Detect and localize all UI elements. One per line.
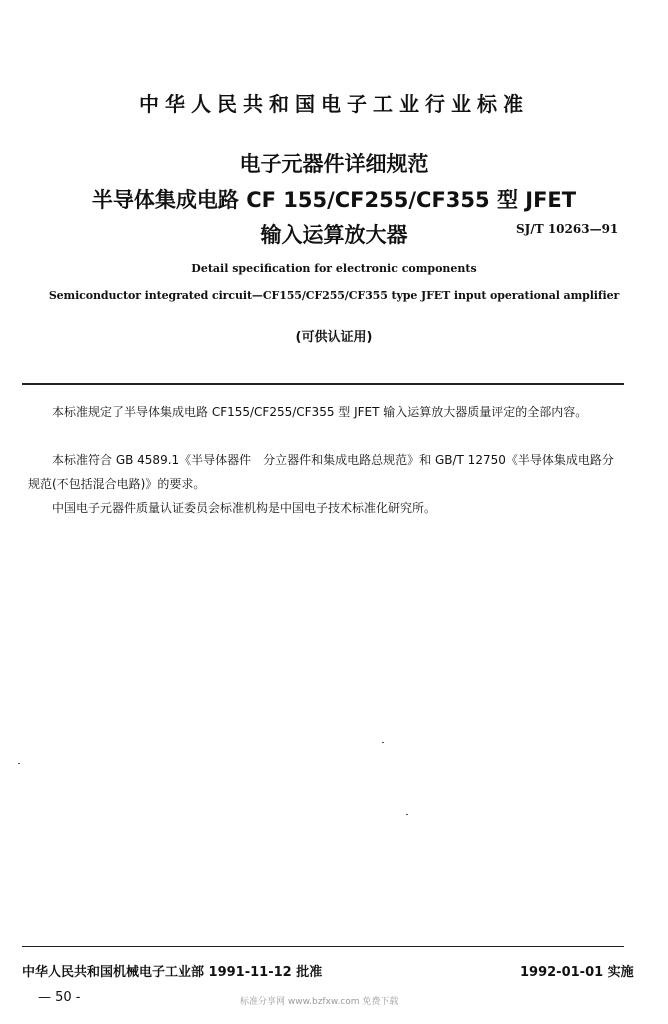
standard-number: SJ/T 10263—91 xyxy=(516,222,619,236)
conformance-paragraph: 本标准符合 GB 4589.1《半导体器件 分立器件和集成电路总规范》和 GB/T 12750《半导体集成电路分规范(不包括混合电路)》的要求。 xyxy=(28,453,614,491)
english-title-1: Detail specification for electronic components xyxy=(191,262,477,275)
issuing-organization: 中华人民共和国电子工业行业标准 xyxy=(139,92,529,116)
scan-speck xyxy=(382,742,384,743)
issued-by: 中华人民共和国机械电子工业部 1991-11-12 批准 xyxy=(22,965,323,980)
scope-paragraph: 本标准规定了半导体集成电路 CF155/CF255/CF355 型 JFET 输入运算放大器质量评定的全部内容。 xyxy=(52,405,588,419)
title-line-1: 电子元器件详细规范 xyxy=(239,152,429,176)
implementation-date: 1992-01-01 实施 xyxy=(520,965,634,980)
title-line-3: 输入运算放大器 xyxy=(260,223,408,247)
scan-speck xyxy=(406,814,408,815)
header-divider xyxy=(22,383,624,385)
authority-paragraph: 中国电子元器件质量认证委员会标准机构是中国电子技术标准化研究所。 xyxy=(52,501,437,515)
footer-divider xyxy=(22,946,624,947)
watermark: 标准分享网 www.bzfxw.com 免费下载 xyxy=(240,997,399,1007)
scan-speck xyxy=(18,763,20,764)
title-line-2: 半导体集成电路 CF 155/CF255/CF355 型 JFET xyxy=(91,188,577,212)
page-number: — 50 - xyxy=(38,990,81,1005)
english-title-2: Semiconductor integrated circuit—CF155/CF255/CF355 type JFET input operational amplifier xyxy=(48,289,620,302)
usage-note: (可供认证用) xyxy=(295,330,373,345)
